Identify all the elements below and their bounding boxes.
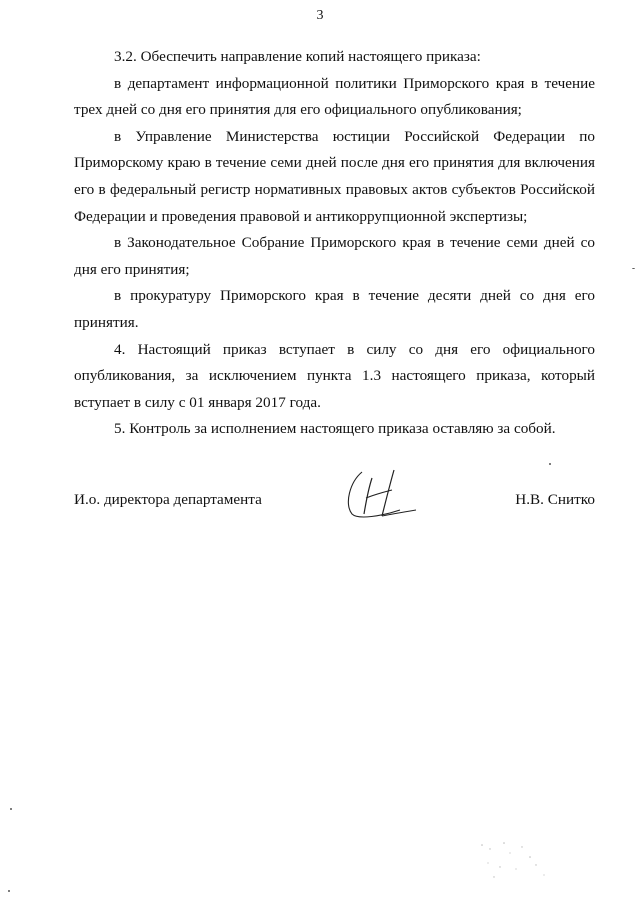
scan-speck [8, 890, 10, 892]
paragraph-info-policy: в департамент информационной политики Приморского края в течение трех дней со дня его принятия для его официального опубликования; [74, 74, 595, 119]
paragraph-5: 5. Контроль за исполнением настоящего приказа оставляю за собой. [114, 420, 556, 438]
handwritten-signature [342, 464, 424, 524]
paragraph-3-2: 3.2. Обеспечить направление копий настоящего приказа: [114, 48, 481, 65]
signatory-name: Н.В. Снитко [515, 491, 595, 508]
signatory-title: И.о. директора департамента [74, 491, 262, 508]
paragraph-legislative-assembly: в Законодательное Собрание Приморского края в течение семи дней со дня его принятия; [74, 234, 595, 278]
document-body [74, 44, 595, 443]
scan-speck [632, 268, 635, 269]
page-number: 3 [316, 8, 324, 23]
paragraph-prosecutor: в прокуратуру Приморского края в течение десяти дней со дня его принятия. [74, 287, 595, 331]
signature-block [74, 486, 595, 526]
scan-speck [549, 463, 551, 465]
faint-stamp-marks [470, 835, 560, 885]
paragraph-4: 4. Настоящий приказ вступает в силу со дня его официального опубликования, за исключением пункта 1.3 настоящего приказа, который вступает в силу с 01 января 2017 года. [74, 340, 595, 411]
scan-speck [10, 808, 12, 810]
paragraph-ministry-justice: в Управление Министерства юстиции Российской Федерации по Приморскому краю в течение семи дней после дня его принятия для включения его в федеральный регистр нормативных правовых актов субъектов Российской Федерации и проведения правовой и антикоррупционной экспертизы; [74, 127, 595, 225]
